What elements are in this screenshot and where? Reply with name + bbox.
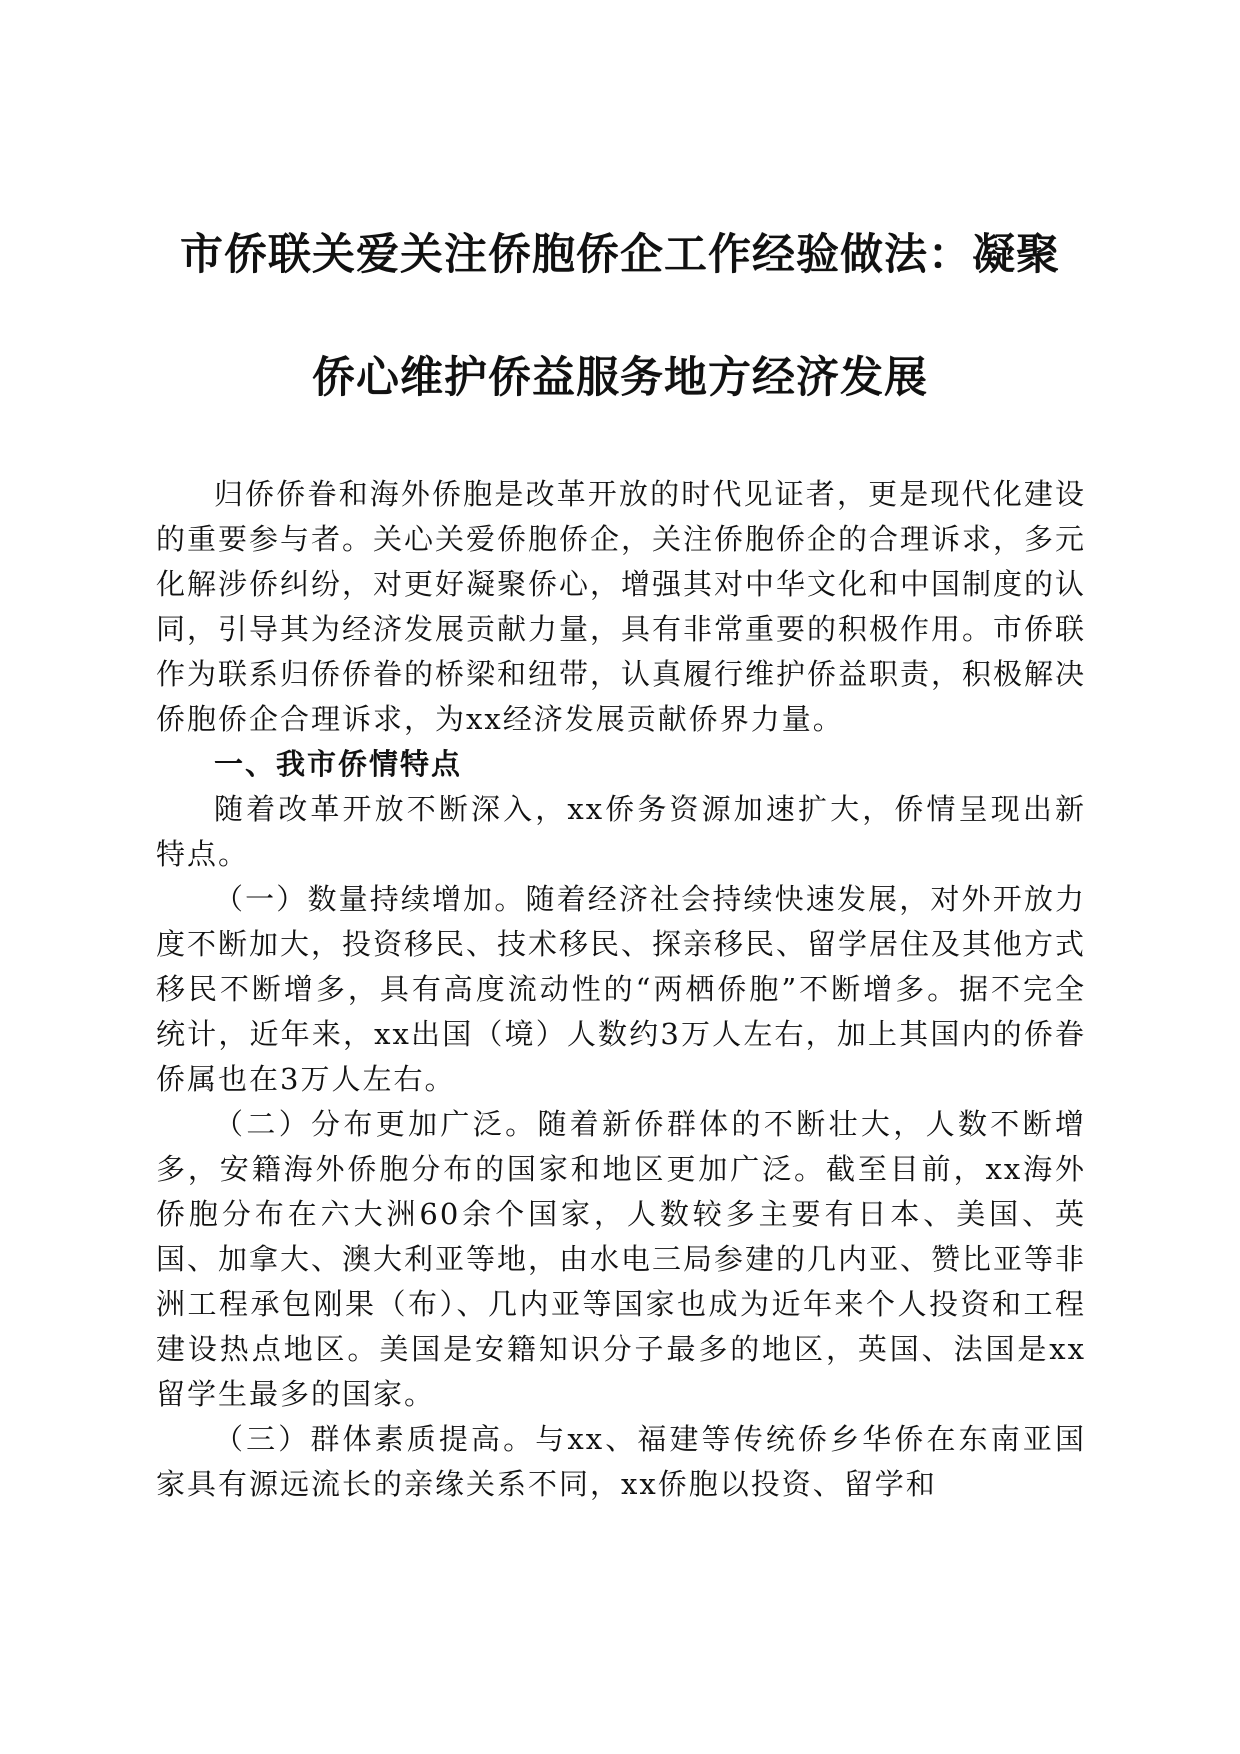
intro-paragraph: 归侨侨眷和海外侨胞是改革开放的时代见证者，更是现代化建设的重要参与者。关心关爱侨胞侨企，关注侨胞侨企的合理诉求，多元化解涉侨纠纷，对更好凝聚侨心，增强其对中华文化和中国制度的认同，引导其为经济发展贡献力量，具有非常重要的积极作用。市侨联作为联系归侨侨眷的桥梁和纽带，认真履行维护侨益职责，积极解决侨胞侨企合理诉求，为xx经济发展贡献侨界力量。 <box>156 477 1087 736</box>
document-title-line-2: 侨心维护侨益服务地方经济发展 <box>312 353 928 403</box>
subsection-1-paragraph: （一）数量持续增加。随着经济社会持续快速发展，对外开放力度不断加大，投资移民、技术移民、探亲移民、留学居住及其他方式移民不断增多，具有高度流动性的“两栖侨胞”不断增多。据不完全统计，近年来，xx出国（境）人数约3万人左右，加上其国内的侨眷侨属也在3万人左右。 <box>156 882 1087 1096</box>
document-title-line-1: 市侨联关爱关注侨胞侨企工作经验做法：凝聚 <box>180 230 1060 280</box>
section-heading-1: 一、我市侨情特点 <box>214 747 463 781</box>
section-1-intro-paragraph: 随着改革开放不断深入，xx侨务资源加速扩大，侨情呈现出新特点。 <box>156 792 1086 871</box>
subsection-2-paragraph: （二）分布更加广泛。随着新侨群体的不断壮大，人数不断增多，安籍海外侨胞分布的国家和地区更加广泛。截至目前，xx海外侨胞分布在六大洲60余个国家，人数较多主要有日本、美国、英国、加拿大、澳大利亚等地，由水电三局参建的几内亚、赞比亚等非洲工程承包刚果（布）、几内亚等国家也成为近年来个人投资和工程建设热点地区。美国是安籍知识分子最多的地区，英国、法国是xx留学生最多的国家。 <box>156 1107 1087 1411</box>
subsection-3-paragraph: （三）群体素质提高。与xx、福建等传统侨乡华侨在东南亚国家具有源远流长的亲缘关系不同，xx侨胞以投资、留学和 <box>156 1422 1086 1501</box>
document-body <box>156 472 1086 1507</box>
